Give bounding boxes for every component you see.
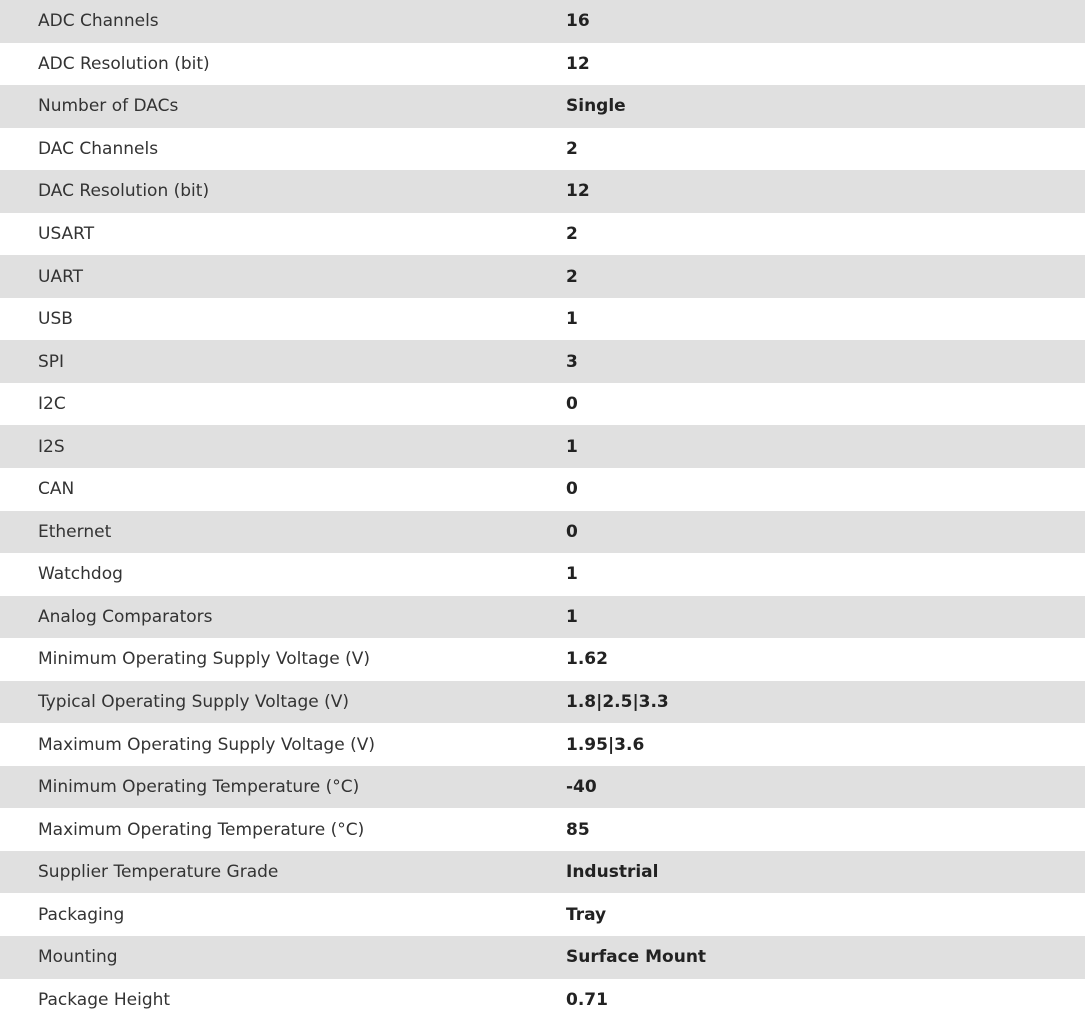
spec-row-max-supply-voltage (0, 723, 1085, 766)
spec-name: Package Height (38, 989, 171, 1010)
spec-value: 16 (566, 11, 590, 32)
spec-name: USB (38, 309, 73, 330)
spec-name: I2S (38, 436, 65, 457)
spec-row-dac-resolution (0, 170, 1085, 213)
spec-row-usb (0, 298, 1085, 341)
spec-name: Minimum Operating Temperature (°C) (38, 777, 360, 798)
spec-row-ethernet (0, 511, 1085, 554)
spec-row-mounting (0, 936, 1085, 979)
spec-row-max-temperature (0, 808, 1085, 851)
spec-name: Typical Operating Supply Voltage (V) (38, 692, 349, 713)
spec-name: DAC Channels (38, 138, 159, 159)
spec-value: 1.62 (566, 649, 608, 670)
spec-value: 1 (566, 564, 578, 585)
spec-row-can (0, 468, 1085, 511)
spec-name: Packaging (38, 904, 125, 925)
spec-value: 2 (566, 138, 578, 159)
spec-name: I2C (38, 394, 66, 415)
spec-name: Maximum Operating Temperature (°C) (38, 819, 365, 840)
spec-name: USART (38, 224, 95, 244)
spec-name: Watchdog (38, 564, 123, 585)
spec-value: 1.8|2.5|3.3 (566, 692, 669, 713)
spec-name: Minimum Operating Supply Voltage (V) (38, 649, 370, 670)
spec-value: Surface Mount (566, 947, 707, 968)
spec-row-adc-channels (0, 0, 1085, 43)
spec-row-i2s (0, 425, 1085, 468)
spec-value: 85 (566, 819, 590, 840)
spec-value: Single (566, 96, 626, 117)
spec-row-packaging (0, 893, 1085, 936)
spec-value: Tray (566, 904, 607, 925)
spec-row-watchdog (0, 553, 1085, 596)
spec-name: ADC Channels (38, 11, 159, 32)
spec-name: Analog Comparators (38, 606, 213, 627)
spec-row-usart (0, 213, 1085, 256)
spec-name: CAN (38, 479, 75, 500)
spec-value: 1 (566, 309, 578, 330)
spec-row-uart (0, 255, 1085, 298)
spec-value: 12 (566, 181, 590, 202)
spec-row-min-temperature (0, 766, 1085, 809)
spec-name: Mounting (38, 947, 118, 968)
spec-row-spi (0, 340, 1085, 383)
spec-row-number-of-dacs (0, 85, 1085, 128)
spec-value: 0.71 (566, 989, 608, 1010)
spec-name: ADC Resolution (bit) (38, 53, 210, 74)
spec-row-temperature-grade (0, 851, 1085, 894)
spec-name: SPI (38, 351, 65, 372)
spec-value: 2 (566, 266, 578, 287)
spec-value: 2 (566, 224, 578, 244)
spec-value: -40 (566, 777, 597, 798)
spec-name: UART (38, 266, 84, 287)
spec-name: Number of DACs (38, 96, 179, 117)
spec-row-package-height (0, 979, 1085, 1021)
spec-row-adc-resolution (0, 43, 1085, 86)
spec-row-dac-channels (0, 128, 1085, 171)
spec-name: Ethernet (38, 521, 112, 542)
spec-value: 1 (566, 606, 578, 627)
spec-value: 12 (566, 53, 590, 74)
spec-row-typ-supply-voltage (0, 681, 1085, 724)
spec-value: 0 (566, 479, 578, 500)
spec-name: DAC Resolution (bit) (38, 181, 210, 202)
spec-value: Industrial (566, 862, 659, 883)
spec-row-i2c (0, 383, 1085, 426)
spec-value: 1 (566, 436, 578, 457)
spec-row-analog-comparators (0, 596, 1085, 639)
spec-name: Maximum Operating Supply Voltage (V) (38, 734, 375, 755)
spec-name: Supplier Temperature Grade (38, 862, 279, 883)
spec-value: 0 (566, 521, 578, 542)
spec-row-min-supply-voltage (0, 638, 1085, 681)
spec-value: 0 (566, 394, 578, 415)
spec-value: 3 (566, 351, 578, 372)
spec-value: 1.95|3.6 (566, 734, 645, 755)
